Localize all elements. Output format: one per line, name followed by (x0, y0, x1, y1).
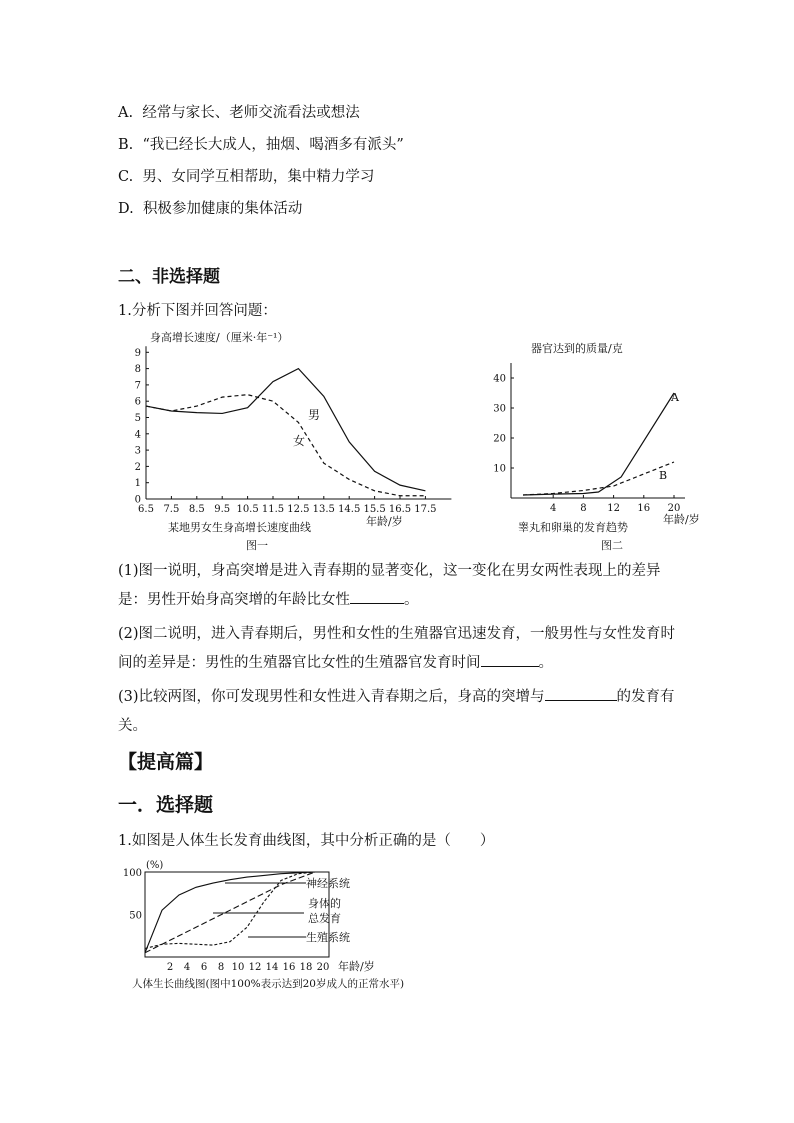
fig3-label-reproductive: 生殖系统 (306, 931, 350, 944)
fig3-x-tick-label: 6 (200, 962, 208, 973)
fig3-x-tick-label: 20 (316, 962, 330, 973)
option-a[interactable] (118, 101, 360, 122)
fig1-series-male (146, 369, 425, 491)
fig2-x-tick-label: 20 (667, 503, 681, 514)
choice-section-title: 一．选择题 (118, 794, 214, 816)
q1-part3-text: (3)比较两图，你可发现男性和女性进入青春期之后，身高的突增与 (118, 689, 545, 705)
fig3-xlabel: 年龄/岁 (338, 960, 375, 973)
fig2-xlabel: 年龄/岁 (663, 513, 700, 526)
fig2-x-tick-label: 12 (607, 503, 620, 514)
fig2-y-tick-label: 10 (493, 463, 506, 475)
fig3-ylabel: (%) (146, 860, 164, 871)
fig2-ylabel: 器官达到的质量/克 (531, 342, 623, 355)
advanced-section-title: 【提高篇】 (118, 751, 214, 773)
option-a-text: 经常与家长、老师交流看法或想法 (142, 105, 360, 121)
option-d[interactable] (118, 197, 302, 218)
section-title-nonchoice: 二、非选择题 (118, 267, 220, 287)
question-1-part-1 (118, 557, 678, 615)
fig3-x-tick-label: 8 (217, 962, 225, 973)
fig1-x-tick-label: 14.5 (338, 504, 361, 515)
advanced-question-1-stem: 1.如图是人体生长发育曲线图，其中分析正确的是（ ） (118, 833, 495, 849)
q1-part3-end: 的发育有关。 (118, 689, 675, 734)
fig2-x-tick-label: 16 (637, 503, 651, 514)
question-1-stem: 1.分析下图并回答问题： (118, 303, 277, 319)
fig1-y-tick-label: 0 (134, 494, 141, 506)
fig1-x-tick-label: 12.5 (287, 504, 310, 515)
fig1-y-tick-label: 8 (134, 364, 141, 376)
fig1-y-tick-label: 6 (134, 396, 141, 408)
fig2-y-tick-label: 40 (493, 373, 506, 385)
fig3-x-tick-label: 18 (299, 962, 313, 973)
fig3-label-body-2: 总发育 (308, 912, 341, 925)
fig2-y-tick-label: 20 (493, 433, 506, 445)
option-d-letter: D. (118, 201, 134, 217)
fig1-x-tick-label: 6.5 (138, 504, 154, 515)
fig3-x-tick-label: 14 (265, 962, 279, 973)
fig1-y-tick-label: 5 (134, 413, 141, 424)
fig2-label-a: A (671, 391, 679, 404)
fig3-x-tick-label: 16 (282, 962, 296, 973)
option-c-letter: C. (118, 169, 134, 185)
fig1-x-tick-label: 16.5 (388, 504, 412, 515)
fig1-y-tick-label: 7 (134, 380, 141, 392)
figure-3-chart (118, 855, 458, 995)
fig2-x-tick-label: 8 (580, 503, 587, 514)
option-b-letter: B. (118, 137, 134, 153)
fig1-ylabel: 身高增长速度/（厘米·年⁻¹） (150, 331, 289, 344)
fig3-series-nervous (145, 872, 315, 953)
fig2-title: 睾丸和卵巢的发育趋势 (518, 521, 628, 534)
fig3-label-nervous: 神经系统 (306, 877, 350, 890)
q1-part2-end: 。 (538, 655, 553, 671)
fig1-x-tick-label: 8.5 (188, 504, 205, 515)
fig3-x-tick-label: 10 (231, 962, 245, 973)
option-b-text: “我已经长大成人，抽烟、喝酒多有派头” (142, 137, 404, 153)
fig3-title: 人体生长曲线图(图中100%表示达到20岁成人的正常水平) (132, 978, 405, 990)
figure-2-chart (485, 335, 715, 557)
answer-blank-2[interactable] (481, 652, 539, 667)
option-d-text: 积极参加健康的集体活动 (142, 201, 303, 217)
fig2-series-b (523, 462, 674, 495)
option-c[interactable] (118, 165, 374, 186)
fig3-plot-frame (145, 872, 329, 957)
fig3-y-tick-label: 50 (129, 910, 142, 922)
fig1-y-tick-label: 3 (134, 445, 141, 457)
fig1-x-tick-label: 15.5 (363, 504, 386, 515)
fig2-caption: 图二 (601, 539, 623, 552)
fig1-x-tick-label: 10.5 (236, 504, 259, 515)
q1-part2-text: (2)图二说明，进入青春期后，男性和女性的生殖器官迅速发育，一般男性与女性发育时间的差异是：男性的生殖器官比女性的生殖器官发育时间 (118, 626, 676, 671)
fig1-xlabel: 年龄/岁 (366, 515, 403, 528)
question-1-part-3 (118, 683, 678, 741)
fig1-x-tick-label: 9.5 (214, 504, 231, 515)
fig1-label-female: 女 (293, 434, 306, 448)
question-1-part-2 (118, 620, 678, 678)
fig1-label-male: 男 (308, 408, 321, 422)
fig2-series-a (523, 393, 674, 495)
q1-part1-end: 。 (404, 592, 419, 608)
fig1-y-tick-label: 1 (134, 478, 141, 490)
answer-blank-3[interactable] (545, 686, 617, 701)
fig3-series-body (145, 872, 315, 953)
fig3-x-tick-label: 4 (183, 962, 191, 973)
fig1-x-tick-label: 11.5 (261, 504, 285, 515)
fig1-x-tick-label: 13.5 (312, 504, 335, 515)
fig2-x-tick-label: 4 (550, 503, 557, 514)
q1-part1-text: (1)图一说明，身高突增是进入青春期的显著变化，这一变化在男女两性表现上的差异是：男性开始身高突增的年龄比女性 (118, 563, 661, 608)
fig1-y-tick-label: 9 (134, 347, 141, 359)
fig3-x-tick-label: 2 (166, 962, 174, 973)
fig3-y-tick-label: 100 (122, 868, 142, 879)
fig2-label-b: B (659, 469, 668, 482)
fig1-x-tick-label: 7.5 (163, 504, 180, 515)
fig3-x-tick-label: 12 (248, 962, 262, 973)
figure-1-chart (118, 325, 458, 557)
fig1-x-tick-label: 17.5 (414, 504, 437, 515)
answer-blank-1[interactable] (350, 589, 404, 604)
option-b[interactable] (118, 133, 404, 154)
fig1-caption: 图一 (246, 539, 268, 552)
fig3-label-body-1: 身体的 (308, 897, 341, 910)
fig1-y-tick-label: 2 (134, 461, 141, 473)
fig1-title: 某地男女生身高增长速度曲线 (168, 521, 311, 534)
fig1-series-female (146, 395, 425, 496)
fig2-y-tick-label: 30 (493, 403, 506, 415)
fig1-y-tick-label: 4 (134, 429, 141, 441)
option-a-letter: A. (118, 105, 134, 121)
option-c-text: 男、女同学互相帮助，集中精力学习 (142, 169, 375, 185)
